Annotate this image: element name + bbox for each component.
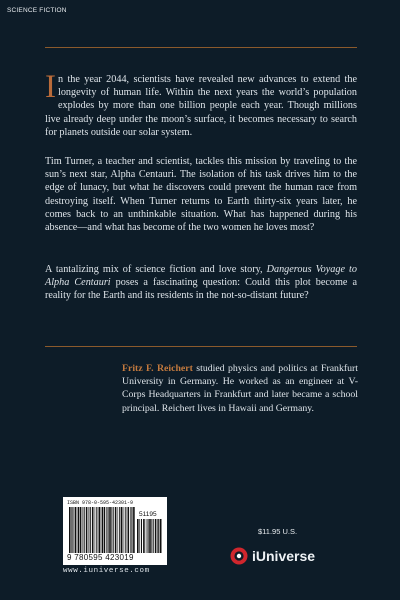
blurb-paragraph-2: [45, 155, 357, 234]
barcode-bar: [139, 519, 140, 553]
barcode-bar: [99, 507, 101, 553]
barcode-bar: [158, 519, 159, 553]
middle-divider: [45, 346, 357, 347]
barcode-bar: [69, 507, 71, 553]
barcode-bar: [104, 507, 106, 553]
publisher-url[interactable]: www.iuniverse.com: [63, 567, 150, 575]
barcode-bar: [113, 507, 114, 553]
barcode-bar: [133, 507, 135, 553]
barcode-bar: [96, 507, 97, 553]
isbn-text: ISBN 978-0-595-42301-9: [67, 500, 134, 506]
barcode-bar: [111, 507, 112, 553]
barcode-bar: [108, 507, 109, 553]
barcode-bar: [82, 507, 83, 553]
barcode: [63, 497, 167, 565]
blurb-paragraph-3: [45, 263, 357, 303]
book-title-italic: Dangerous Voyage to Alpha Centauri: [45, 264, 357, 289]
price-label: $11.95 U.S.: [258, 527, 298, 536]
blurb-paragraph-3-tail: poses a fascinating question: Could this plot become a reality for the Earth and its residents in the not-so-distant future?: [45, 277, 357, 302]
blurb-paragraph-2-text: Tim Turner, a teacher and scientist, tackles this mission by traveling to the sun’s next star, Alpha Centauri. The isolation of his task drives him to the edge of lunacy, but what he discovers could prevent the human race from destroying itself. When Turner returns to Earth thirty-six years later, he comes back to an unthinkable situation. What has happened during his absence—and what has become of the two women he loves most?: [45, 156, 357, 234]
barcode-bar: [106, 507, 107, 553]
barcode-bar: [102, 507, 103, 553]
barcode-bar: [151, 519, 152, 553]
barcode-bar: [95, 507, 96, 553]
blurb-paragraph-3-lead: A tantalizing mix of science fiction and love story,: [45, 264, 267, 275]
barcode-bar: [118, 507, 119, 553]
barcode-bar: [149, 519, 151, 553]
publisher-logo: [230, 546, 315, 566]
barcode-bar: [92, 507, 94, 553]
blurb-paragraph-1: [45, 69, 357, 139]
barcode-bar: [146, 519, 147, 553]
barcode-bar: [84, 507, 85, 553]
barcode-bar: [141, 519, 142, 553]
ean-barcode-bars: [69, 507, 135, 553]
barcode-bar: [157, 519, 158, 553]
barcode-bar: [143, 519, 145, 553]
barcode-bar: [90, 507, 91, 553]
isbn-digits: 9 780595 423019: [67, 553, 134, 562]
price-code-text: 51195: [139, 511, 157, 518]
author-bio: [122, 362, 358, 415]
barcode-bar: [153, 519, 154, 553]
barcode-bar: [80, 507, 82, 553]
barcode-bar: [75, 507, 77, 553]
barcode-bar: [115, 507, 117, 553]
barcode-bar: [71, 507, 72, 553]
barcode-bar: [160, 519, 162, 553]
barcode-bar: [124, 507, 125, 553]
barcode-bar: [128, 507, 130, 553]
barcode-bar: [131, 507, 132, 553]
top-divider: [45, 47, 357, 48]
barcode-bar: [109, 507, 111, 553]
barcode-bar: [89, 507, 90, 553]
genre-label: SCIENCE FICTION: [7, 7, 67, 14]
barcode-bar: [125, 507, 126, 553]
barcode-bar: [130, 507, 131, 553]
barcode-bar: [148, 519, 149, 553]
barcode-bar: [72, 507, 73, 553]
drop-cap: I: [45, 69, 56, 105]
author-bio-text: studied physics and politics at Frankfurt University in Germany. He worked as an engineer at V-Corps Headquarters in Frankfurt and later became a school principal. Reichert lives in Hawaii and Germany.: [122, 363, 358, 414]
publisher-name: iUniverse: [252, 548, 316, 564]
author-name: Fritz F. Reichert: [122, 363, 193, 374]
barcode-bar: [119, 507, 120, 553]
barcode-bar: [121, 507, 123, 553]
barcode-bar: [137, 519, 139, 553]
barcode-bar: [101, 507, 102, 553]
blurb-paragraph-1-text: n the year 2044, scientists have revealed new advances to extend the longevity of human life. Within the next years the world’s population explodes by more than one billion people each year. Though millions live already deep under the moon’s surface, it becomes necessary to search for planets outside our solar system.: [45, 74, 357, 138]
barcode-bar: [78, 507, 79, 553]
barcode-bar: [77, 507, 78, 553]
barcode-bar: [155, 519, 157, 553]
price-barcode-bars: [137, 519, 163, 553]
iuniverse-logo-icon: [230, 547, 248, 565]
barcode-bar: [86, 507, 88, 553]
